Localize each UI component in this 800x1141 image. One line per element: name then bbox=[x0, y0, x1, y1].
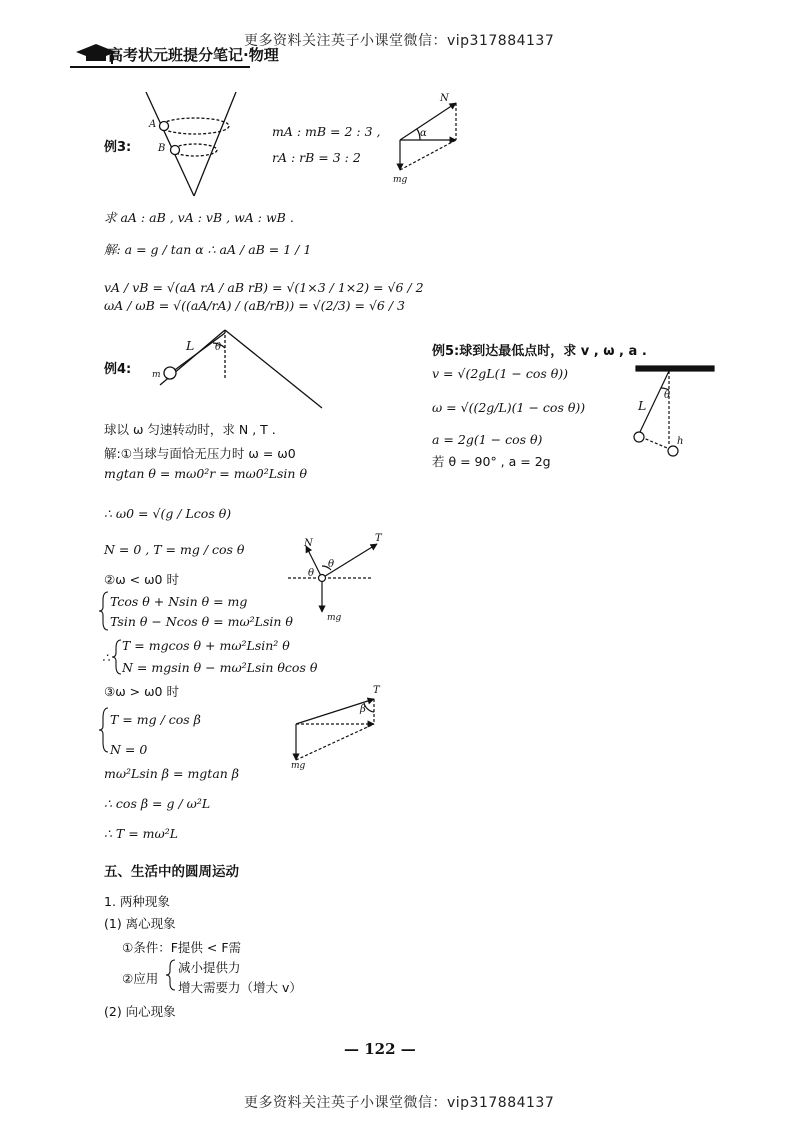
section-item-2: (2) 向心现象 bbox=[104, 1004, 176, 1019]
fd1-label-n: N bbox=[304, 538, 313, 549]
watermark-top: 更多资料关注英子小课堂微信：vip317884137 bbox=[244, 33, 555, 49]
section-sub-1: 1. 两种现象 bbox=[104, 894, 170, 909]
pendulum-label-l: L bbox=[638, 398, 647, 413]
example-3-label: 例3: bbox=[104, 140, 132, 155]
ex4-step-2: ②ω < ω0 时 bbox=[104, 572, 179, 587]
ex4-therefore-mark: ∴ bbox=[102, 650, 110, 665]
ex4-system-3a: T = mg / cos β bbox=[110, 712, 201, 727]
section-application-label: ②应用 bbox=[122, 971, 159, 986]
ex5-equation-4: 若 θ = 90° , a = 2g bbox=[432, 454, 551, 469]
fd1-label-t: T bbox=[375, 533, 382, 544]
fd1-label-mg: mg bbox=[327, 613, 342, 623]
vector-label-n: N bbox=[440, 93, 449, 104]
fig-label-m: m bbox=[152, 370, 161, 380]
ex4-step-1: 解:①当球与面恰无压力时 ω = ω0 bbox=[104, 446, 296, 461]
fd1-label-theta-2: θ bbox=[328, 559, 335, 570]
ex3-solution-line-2: vA / vB = √(aA rA / aB rB) = √(1×3 / 1×2) = √6 / 2 bbox=[104, 280, 424, 295]
ex4-equation-2: ∴ ω0 = √(g / Lcos θ) bbox=[104, 506, 232, 521]
ex3-solution-line-1: 解: a = g / tan α ∴ aA / aB = 1 / 1 bbox=[104, 242, 312, 257]
cone-point-b: B bbox=[158, 143, 166, 154]
ex3-solution-line-3: ωA / ωB = √((aA/rA) / (aB/rB)) = √(2/3) = √6 / 3 bbox=[104, 298, 405, 313]
example-4-label: 例4: bbox=[104, 362, 132, 377]
vector-label-mg: mg bbox=[393, 175, 408, 185]
fd2-label-t: T bbox=[373, 685, 380, 696]
ex4-system-1a: Tcos θ + Nsin θ = mg bbox=[110, 594, 248, 609]
ex4-equation-3: N = 0 , T = mg / cos θ bbox=[104, 542, 245, 557]
fd1-label-theta-1: θ bbox=[308, 568, 315, 579]
ex5-equation-1: v = √(2gL(1 − cos θ)) bbox=[432, 366, 569, 381]
fd2-label-mg: mg bbox=[291, 761, 306, 771]
fig-label-theta: θ bbox=[215, 342, 222, 353]
section-item-1: (1) 离心现象 bbox=[104, 916, 176, 931]
cone-point-a: A bbox=[149, 119, 157, 130]
ex4-description: 球以 ω 匀速转动时，求 N , T . bbox=[104, 422, 276, 437]
ex5-equation-2: ω = √((2g/L)(1 − cos θ)) bbox=[432, 400, 586, 415]
v-surface-figure bbox=[160, 330, 322, 408]
section-application-1: 减小提供力 bbox=[178, 960, 241, 975]
ex4-equation-5: ∴ cos β = g / ω²L bbox=[104, 796, 211, 811]
example-5-label: 例5:球到达最低点时，求 v , ω , a . bbox=[432, 344, 647, 359]
section-condition: ①条件：F提供 < F需 bbox=[122, 940, 242, 955]
header-title: 高考状元班提分笔记·物理 bbox=[108, 46, 279, 64]
ex4-equation-4: mω²Lsin β = mgtan β bbox=[104, 766, 240, 781]
ex4-system-2a: T = mgcos θ + mω²Lsin² θ bbox=[122, 638, 290, 653]
vector-diagram-ex3 bbox=[400, 103, 456, 170]
section-application-2: 增大需要力（增大 v） bbox=[178, 980, 302, 995]
pendulum-label-h: h bbox=[677, 436, 684, 447]
ex4-system-3b: N = 0 bbox=[110, 742, 148, 757]
fig-label-l: L bbox=[186, 338, 195, 353]
section-title: 五、生活中的圆周运动 bbox=[104, 864, 239, 880]
ex4-equation-6: ∴ T = mω²L bbox=[104, 826, 179, 841]
ex3-given-radius-ratio: rA : rB = 3 : 2 bbox=[272, 150, 361, 165]
page-number: — 122 — bbox=[344, 1040, 416, 1058]
ex4-system-2b: N = mgsin θ − mω²Lsin θcos θ bbox=[122, 660, 318, 675]
vector-label-alpha: α bbox=[420, 128, 427, 139]
pendulum-label-theta: θ bbox=[664, 390, 671, 401]
force-diagram-1 bbox=[288, 544, 377, 612]
fd2-label-beta: β bbox=[360, 704, 366, 715]
ex4-step-3: ③ω > ω0 时 bbox=[104, 684, 179, 699]
ex3-given-mass-ratio: mA : mB = 2 : 3 , bbox=[272, 124, 381, 139]
ex4-system-1b: Tsin θ − Ncos θ = mω²Lsin θ bbox=[110, 614, 293, 629]
ex4-equation-1: mgtan θ = mω0²r = mω0²Lsin θ bbox=[104, 466, 307, 481]
ex3-question: 求 aA : aB , vA : vB , wA : wB . bbox=[104, 210, 294, 225]
watermark-bottom: 更多资料关注英子小课堂微信：vip317884137 bbox=[244, 1095, 555, 1111]
ex5-equation-3: a = 2g(1 − cos θ) bbox=[432, 432, 543, 447]
